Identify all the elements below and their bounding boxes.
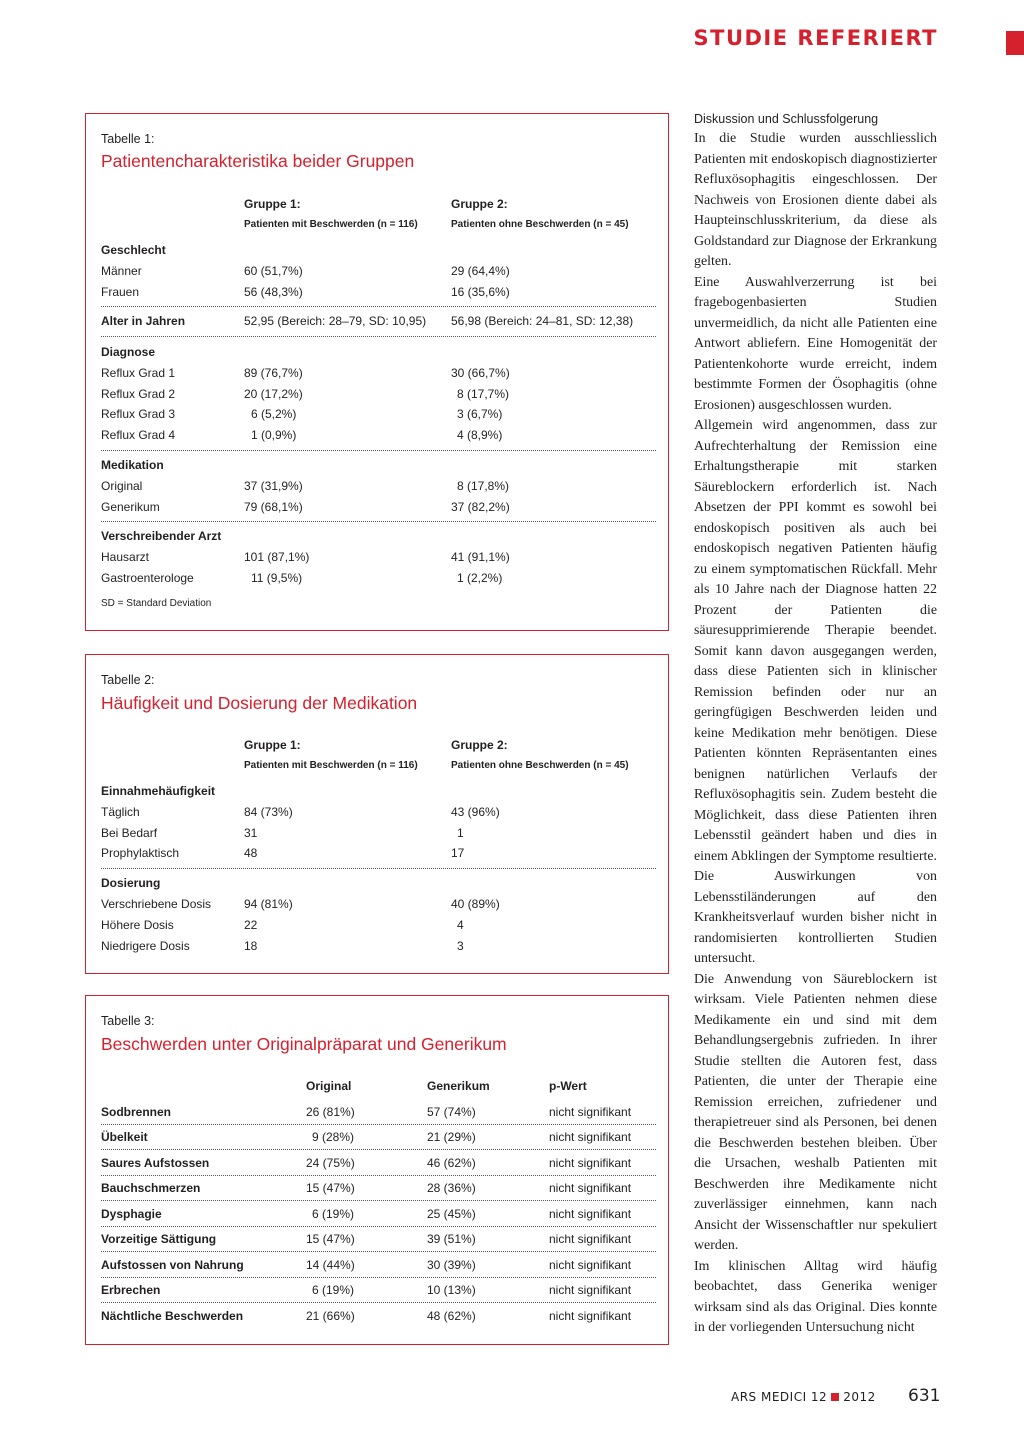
row-label: Höhere Dosis <box>101 918 174 932</box>
row-label: Original <box>101 479 143 493</box>
row-label: Saures Aufstossen <box>101 1156 210 1170</box>
section-header: STUDIE REFERIERT <box>693 26 938 50</box>
section-head: Medikation <box>101 458 164 472</box>
row-label: Bauchschmerzen <box>101 1181 201 1195</box>
cell: 22 <box>244 918 258 932</box>
cell: 30 (39%) <box>427 1258 476 1272</box>
cell: 3 (6,7%) <box>457 407 503 421</box>
cell: 14 (44%) <box>306 1258 355 1272</box>
row-label: Bei Bedarf <box>101 826 158 840</box>
group-2-subheader: Patienten ohne Beschwerden (n = 45) <box>451 219 629 230</box>
cell: 40 (89%) <box>451 897 500 911</box>
row-label: Hausarzt <box>101 550 150 564</box>
cell: nicht signifikant <box>549 1130 632 1144</box>
cell: 28 (36%) <box>427 1181 476 1195</box>
row-label: Dysphagie <box>101 1207 162 1221</box>
divider <box>101 1200 656 1201</box>
cell: 37 (82,2%) <box>451 500 510 514</box>
cell: 48 <box>244 846 258 860</box>
group-1-header: Gruppe 1: <box>244 197 301 211</box>
table-1 <box>85 113 669 631</box>
table-label: Tabelle 3: <box>101 1014 155 1028</box>
section-head: Geschlecht <box>101 243 166 257</box>
cell: 3 <box>457 939 464 953</box>
cell: 57 (74%) <box>427 1105 476 1119</box>
section-head: Dosierung <box>101 876 161 890</box>
table-title: Häufigkeit und Dosierung der Medikation <box>101 693 418 713</box>
cell: 60 (51,7%) <box>244 264 303 278</box>
cell: 52,95 (Bereich: 28–79, SD: 10,95) <box>244 314 427 328</box>
row-label: Aufstossen von Nahrung <box>101 1258 244 1272</box>
article-paragraph: Eine Auswahlverzerrung ist bei fragebogenbasierten Studien unvermeidlich, da nicht alle Patienten eine Antwort abliefern. Eine Homogenität der Patientenkohorte wurde erreicht, indem bestimmte Formen der Ösophagitis (ohne Erosionen) ausgeschlossen wurden. <box>694 274 937 413</box>
col-header: Generikum <box>427 1079 490 1093</box>
row-label: Prophylaktisch <box>101 846 180 860</box>
cell: 6 (5,2%) <box>251 407 297 421</box>
divider <box>101 306 656 307</box>
cell: 8 (17,8%) <box>457 479 510 493</box>
cell: 24 (75%) <box>306 1156 355 1170</box>
group-1-subheader: Patienten mit Beschwerden (n = 116) <box>244 760 418 771</box>
section-head: Einnahmehäufigkeit <box>101 784 216 798</box>
article-heading: Diskussion und Schlussfolgerung <box>694 112 879 126</box>
row-label: Reflux Grad 2 <box>101 387 176 401</box>
cell: 1 <box>457 826 464 840</box>
cell: 31 <box>244 826 258 840</box>
divider <box>101 868 656 869</box>
table-3 <box>85 995 669 1345</box>
cell: 15 (47%) <box>306 1232 355 1246</box>
cell: 21 (29%) <box>427 1130 476 1144</box>
cell: nicht signifikant <box>549 1105 632 1119</box>
article-paragraph: Im klinischen Alltag wird häufig beobachtet, dass Generika weniger wirksam sind als das Original. Dies konnte in der vorliegenden Untersuchung nicht <box>694 1258 937 1335</box>
divider <box>101 450 656 451</box>
divider <box>101 336 656 337</box>
cell: 30 (66,7%) <box>451 366 510 380</box>
cell: nicht signifikant <box>549 1207 632 1221</box>
cell: 56 (48,3%) <box>244 285 303 299</box>
cell: 39 (51%) <box>427 1232 476 1246</box>
header-accent-block <box>1006 31 1024 55</box>
cell: 9 (28%) <box>312 1130 355 1144</box>
cell: 1 (0,9%) <box>251 428 297 442</box>
cell: 11 (9,5%) <box>251 571 303 585</box>
row-label: Niedrigere Dosis <box>101 939 190 953</box>
cell: 8 (17,7%) <box>457 387 510 401</box>
footer-journal <box>731 1390 876 1404</box>
cell: 56,98 (Bereich: 24–81, SD: 12,38) <box>451 314 634 328</box>
cell: 29 (64,4%) <box>451 264 510 278</box>
row-label: Frauen <box>101 285 140 299</box>
cell: 84 (73%) <box>244 805 293 819</box>
article-column <box>694 111 937 1339</box>
journal-name: ARS MEDICI 12 <box>731 1390 828 1404</box>
divider <box>101 521 656 522</box>
cell: 4 (8,9%) <box>457 428 503 442</box>
cell: 6 (19%) <box>312 1207 355 1221</box>
divider <box>101 1175 656 1176</box>
cell: 41 (91,1%) <box>451 550 510 564</box>
row-label: Reflux Grad 3 <box>101 407 176 421</box>
section-head: Verschreibender Arzt <box>101 529 222 543</box>
section-head: Alter in Jahren <box>101 314 186 328</box>
table-2 <box>85 654 669 974</box>
cell: 37 (31,9%) <box>244 479 303 493</box>
row-label: Täglich <box>101 805 140 819</box>
cell: 89 (76,7%) <box>244 366 303 380</box>
section-head: Diagnose <box>101 345 156 359</box>
cell: 10 (13%) <box>427 1283 476 1297</box>
cell: 94 (81%) <box>244 897 293 911</box>
group-1-header: Gruppe 1: <box>244 738 301 752</box>
divider <box>101 1124 656 1125</box>
cell: nicht signifikant <box>549 1232 632 1246</box>
cell: 6 (19%) <box>312 1283 355 1297</box>
row-label: Vorzeitige Sättigung <box>101 1232 217 1246</box>
footer-square-icon <box>831 1393 839 1401</box>
article-paragraph: Allgemein wird angenommen, dass zur Aufrechterhaltung der Remission eine Erhaltungstherapie mit starken Säureblockern erforderlich ist. Nach Absetzen der PPI kommt es sowohl bei endoskopisch positiven als auch bei endoskopisch negativen Patienten häufig zu einem symptomatischen Rückfall. Mehr als 10 Jahre nach der Diagnose hatten 22 Prozent der Patienten die säuresupprimierende Therapie beendet. Somit kann davon ausgegangen werden, dass diese Patienten sich in klinischer Remission befinden oder nur an geringfügigen Beschwerden leiden und keine Medikation mehr benötigen. Diese Patienten könnten Repräsentanten eines benignen natürlichen Verlaufs der Refluxösophagitis sein. Zudem besteht die Möglichkeit, dass diese Patienten ihren Lebensstil geändert haben und dies in einem Abklingen der Symptome resultierte. Die Auswirkungen von Lebensstiländerungen auf den Krankheitsverlauf wurden bisher nicht in randomisierten kontrollierten Studien untersucht. <box>694 418 937 966</box>
row-label: Männer <box>101 264 142 278</box>
journal-year: 2012 <box>843 1390 876 1404</box>
cell: nicht signifikant <box>549 1258 632 1272</box>
cell: 25 (45%) <box>427 1207 476 1221</box>
col-header: Original <box>306 1079 352 1093</box>
cell: 21 (66%) <box>306 1309 355 1323</box>
row-label: Nächtliche Beschwerden <box>101 1309 244 1323</box>
cell: 101 (87,1%) <box>244 550 310 564</box>
divider <box>101 1302 656 1303</box>
cell: 18 <box>244 939 258 953</box>
table-note: SD = Standard Deviation <box>101 598 212 609</box>
article-paragraph: In die Studie wurden ausschliesslich Patienten mit endoskopisch diagnostizierter Refluxösophagitis eingeschlossen. Der Nachweis von Erosionen diente dabei als Haupteinschlusskriterium, da diese als Goldstandard zur Diagnose der Erkrankung gelten. <box>694 131 937 269</box>
cell: 15 (47%) <box>306 1181 355 1195</box>
group-1-subheader: Patienten mit Beschwerden (n = 116) <box>244 219 418 230</box>
row-label: Sodbrennen <box>101 1105 172 1119</box>
table-label: Tabelle 2: <box>101 673 155 687</box>
row-label: Reflux Grad 4 <box>101 428 176 442</box>
cell: 16 (35,6%) <box>451 285 510 299</box>
cell: 79 (68,1%) <box>244 500 303 514</box>
cell: 4 <box>457 918 464 932</box>
table-title: Patientencharakteristika beider Gruppen <box>101 151 415 171</box>
row-label: Übelkeit <box>101 1130 148 1144</box>
divider <box>101 1226 656 1227</box>
group-2-subheader: Patienten ohne Beschwerden (n = 45) <box>451 760 629 771</box>
group-2-header: Gruppe 2: <box>451 738 508 752</box>
cell: 46 (62%) <box>427 1156 476 1170</box>
row-label: Gastroenterologe <box>101 571 194 585</box>
cell: 43 (96%) <box>451 805 500 819</box>
divider <box>101 1277 656 1278</box>
divider <box>101 1251 656 1252</box>
cell: nicht signifikant <box>549 1181 632 1195</box>
cell: 26 (81%) <box>306 1105 355 1119</box>
cell: 20 (17,2%) <box>244 387 303 401</box>
group-2-header: Gruppe 2: <box>451 197 508 211</box>
cell: 48 (62%) <box>427 1309 476 1323</box>
cell: 1 (2,2%) <box>457 571 503 585</box>
row-label: Erbrechen <box>101 1283 161 1297</box>
cell: 17 <box>451 846 465 860</box>
page-number: 631 <box>908 1386 941 1406</box>
table-label: Tabelle 1: <box>101 132 155 146</box>
cell: nicht signifikant <box>549 1283 632 1297</box>
row-label: Reflux Grad 1 <box>101 366 176 380</box>
row-label: Generikum <box>101 500 160 514</box>
table-title: Beschwerden unter Originalpräparat und Generikum <box>101 1034 507 1054</box>
article-paragraph: Die Anwendung von Säureblockern ist wirksam. Viele Patienten nehmen diese Medikamente ein und sind mit dem Behandlungsergebnis zufrieden. In ihrer Studie stellten die Autoren fest, dass Patienten, die unter der Therapie eine Remission erreichen, zufriedener und therapietreuer sind als Personen, bei denen die Beschwerden bestehen bleiben. Über die Ursachen, weshalb Patienten mit Beschwerden ihre Medikamente nicht zuverlässiger einnehmen, kann nach Ansicht der Wissenschaftler nur spekuliert werden. <box>694 971 937 1253</box>
cell: nicht signifikant <box>549 1309 632 1323</box>
cell: nicht signifikant <box>549 1156 632 1170</box>
divider <box>101 1149 656 1150</box>
row-label: Verschriebene Dosis <box>101 897 212 911</box>
col-header: p-Wert <box>549 1079 587 1093</box>
